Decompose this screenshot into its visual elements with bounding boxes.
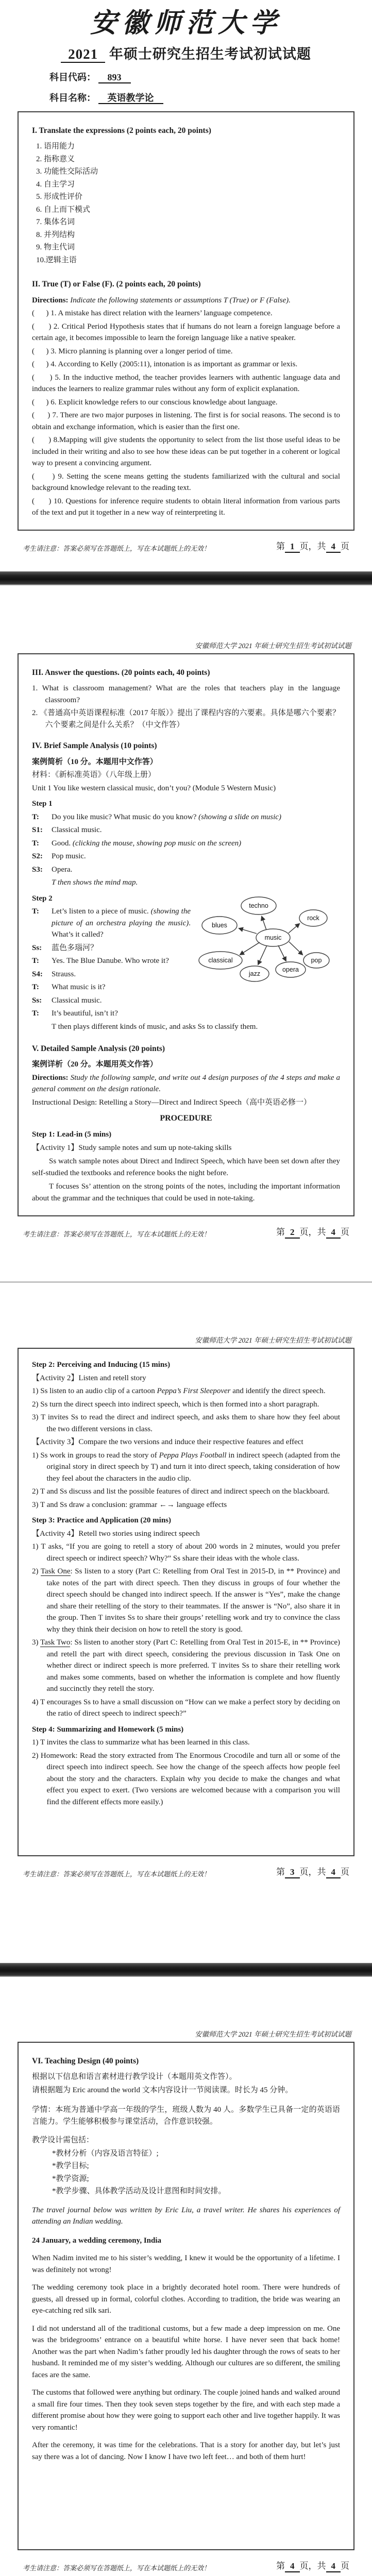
page-number: 第 4 页，共 4 页: [276, 2558, 349, 2572]
footer-notice: 考生请注意：答案必须写在答题纸上，写在本试题纸上的无效！: [23, 1231, 211, 1239]
answer-blank: ( ): [32, 322, 54, 331]
directions-text: Indicate the following statements or assumptions T (True) or F (False).: [70, 296, 291, 304]
dialogue-line: S1: Classical music.: [32, 826, 102, 834]
page-number: 第 3 页，共 4 页: [276, 1865, 349, 1878]
activity-4-item: 1) T asks, “If you are going to retell a story of about 200 words in 2 minutes, would you prefer direct speech or indirect speech? Why?” Ss share their ideas with the whole class.: [32, 1543, 340, 1563]
subject-code-line: [49, 70, 372, 83]
section-4-title: IV. Brief Sample Analysis (10 points): [32, 741, 157, 751]
step-2-label: Step 2: [32, 894, 53, 903]
answer-blank: ( ): [32, 309, 51, 318]
journal-paragraph: I did not understand all of the traditional customs, but a few made a deep impression on me. One was the bridegrooms’ entrance on a beautiful white horse. I have never seen that back home! Another was the part when Nadim’s father proudly led his daughter through the rows of seats to her husband. It reminded me of my sister’s wedding. Although our cultures are so different, the smiling faces are the same.: [32, 2324, 340, 2379]
activity-2-item: 2) Ss turn the direct speech into indirect speech, which is then formed into a short paragraph.: [32, 1400, 319, 1409]
design-requirement-item: *教学资源;: [52, 2174, 89, 2183]
section-6-intro: 根据以下信息和语言素材进行教学设计（本题用英文作答）。: [32, 2073, 237, 2081]
answer-blank: ( ): [32, 360, 51, 369]
tf-item: ( ) 6. Explicit knowledge refers to our conscious knowledge about language.: [32, 398, 278, 406]
footer-notice: 考生请注意：答案必须写在答题纸上，写在本试题纸上的无效！: [23, 1871, 211, 1878]
subject-name-label: 科目名称：: [49, 93, 96, 104]
mindmap-label: techno: [249, 902, 268, 909]
translate-item: 8. 并列结构: [36, 230, 75, 239]
answer-blank: ( ): [32, 436, 54, 445]
activity-4-item: 3) Task Two: Ss listen to another story (Part C: Retelling from Oral Test in 2015-E, in ** Province) and retell the part with direct speech, considering the previous discussion in Task One on whether direct or indirect speech is more preferred. T invites Ss to share their retelling work and makes some comments, based on whether the information is complete and how fluently and succinctly they retell the story.: [32, 1638, 341, 1693]
tf-item: ( ) 4. According to Kelly (2005:11), intonation is as important as grammar or lexis.: [32, 360, 298, 369]
mindmap-center-label: music: [264, 934, 282, 941]
dialogue-line: T: It’s beautiful, isn’t it?: [32, 1009, 118, 1018]
student-profile: 学情：本班为普通中学高一年级的学生，班级人数为 40 人。多数学生已具备一定的英语语言能力。学生能够积极参与课堂活动，合作意识较强。: [32, 2106, 340, 2126]
tf-item: ( ) 5. In the inductive method, the teacher provides learners with authentic language data and induces the learners to realize grammar rules without any form of explicit explanation.: [32, 373, 340, 394]
procedure-heading: PROCEDURE: [160, 1114, 212, 1123]
activity-4-line: 【Activity 4】Retell two stories using indirect speech: [32, 1529, 200, 1538]
dialogue-line: T: Yes. The Blue Danube. Who wrote it?: [32, 957, 169, 965]
section-4-material: 材料：《新标准英语》（八年级上册）: [32, 771, 156, 779]
section-1-title: I. Translate the expressions (2 points each, 20 points): [32, 126, 211, 135]
tf-item: ( ) 10. Questions for inference require students to obtain literal information from various parts of the text and put it together in a new way of reinterpreting it.: [32, 497, 340, 517]
section-4-closing: T then plays different kinds of music, and asks Ss to classify them.: [52, 1022, 258, 1031]
subject-code-value: 893: [98, 72, 131, 83]
translate-item: 5. 形成性评价: [36, 193, 83, 201]
section-5-title: V. Detailed Sample Analysis (20 points): [32, 1044, 165, 1053]
directions-label: Directions:: [32, 1073, 71, 1082]
question-box-page-2: [18, 653, 354, 1216]
journal-paragraph: The wedding ceremony took place in a brightly decorated hotel room. There were hundreds of guests, all dressed up in formal, colorful clothes. According to tradition, the bride was wearing an eye-catching red silk sari.: [32, 2283, 340, 2315]
mindmap-note: T then shows the mind map.: [52, 878, 138, 887]
exam-page-4: [0, 2028, 372, 2576]
instructional-design-line: Instructional Design: Retelling a Story—Direct and Indirect Speech（高中英语必修一）: [32, 1098, 311, 1107]
section-6-title: VI. Teaching Design (40 points): [32, 2057, 139, 2065]
activity-2-item: 1) Ss listen to an audio clip of a cartoon Peppa’s First Sleepover and identify the direct speech.: [32, 1387, 326, 1395]
section-5-subtitle-cn: 案例详析（20 分。本题用英文作答）: [32, 1060, 158, 1069]
school-calligraphy-title: 安徽师范大学: [90, 7, 282, 39]
tf-item: ( ) 2. Critical Period Hypothesis states that if humans do not learn a foreign language before a certain age, it becomes impossible to learn the foreign language like a native speaker.: [32, 322, 340, 343]
answer-blank: ( ): [32, 347, 51, 355]
mindmap-label: pop: [311, 956, 322, 964]
dialogue-line: T: Let’s listen to a piece of music. (showing the picture of an orchestra playing the music). What’s it called?: [32, 907, 191, 939]
tf-item: ( ) 9. Setting the scene means getting the students familiarized with the cultural and social background knowledge relevant to the reading text.: [32, 472, 340, 493]
section-2-title: II. True (T) or False (F). (2 points each, 20 points): [32, 280, 201, 289]
question-box-page-3: [18, 1348, 354, 1856]
activity-4-item: 4) T encourages Ss to have a small discussion on “How can we make a perfect story by deciding on the ratio of direct speech to indirect speech?”: [32, 1698, 340, 1718]
activity-2-item: 3) T invites Ss to read the direct and indirect speech, and asks them to share how they feel about the two different versions in class.: [32, 1413, 340, 1433]
section-2-directions: [32, 295, 340, 307]
mindmap-label: classical: [208, 956, 233, 964]
activity-1-para: T focuses Ss’ attention on the strong points of the notes, including the important information about the grammar and the techniques that could be used in note-taking.: [32, 1182, 340, 1202]
section-5-directions: [32, 1072, 340, 1095]
dialogue-line: T: Good. (clicking the mouse, showing pop music on the screen): [32, 839, 242, 848]
activity-3-item: 3) T and Ss draw a conclusion: grammar ←→ language effects: [32, 1500, 227, 1509]
mindmap-label: jazz: [248, 970, 261, 977]
page-separator: [0, 1281, 372, 1283]
activity-2-line: 【Activity 2】Listen and retell story: [32, 1374, 146, 1382]
section-4-unit: Unit 1 You like western classical music, don’t you? (Module 5 Western Music): [32, 784, 276, 792]
step-3-heading: Step 3: Practice and Application (20 mins): [32, 1516, 171, 1524]
page-number: 第 2 页，共 4 页: [276, 1225, 349, 1239]
activity-3-item: 1) Ss work in groups to read the story of Peppa Plays Football in indirect speech (adapted from the original story in direct speech by T) and turn it into direct speech, taking consideration of how they feel about the characters in the audio clip.: [32, 1451, 340, 1483]
translate-item: 10.逻辑主语: [36, 256, 77, 264]
footer-notice: 考生请注意：答案必须写在答题纸上，写在本试题纸上的无效！: [23, 2565, 211, 2572]
subject-name-value: 英语教学论: [98, 93, 163, 104]
step-1-label: Step 1: [32, 800, 53, 808]
dialogue-line: S2: Pop music.: [32, 852, 86, 860]
tf-item: ( ) 8.Mapping will give students the opportunity to select from the list those useful ideas to be included in their writing and also to see how these ideas can be put together in a coherent or logical way to present a convincing argument.: [32, 436, 340, 468]
step-1-lead-in: Step 1: Lead-in (5 mins): [32, 1130, 112, 1139]
activity-1-para: Ss watch sample notes about Direct and Indirect Speech, which have been set down after they self-studied the textbooks and reference books the night before.: [32, 1157, 340, 1177]
tf-item: ( ) 3. Micro planning is planning over a longer period of time.: [32, 347, 233, 355]
footer-notice: 考生请注意：答案必须写在答题纸上，写在本试题纸上的无效！: [23, 545, 211, 553]
translate-item: 1. 语用能力: [36, 142, 75, 151]
tf-item: ( ) 1. A mistake has direct relation with the learners’ language competence.: [32, 309, 273, 318]
page-separator: [0, 1963, 372, 1977]
dialogue-line: S3: Opera.: [32, 865, 73, 874]
exam-title-text: 年硕士研究生招生考试初试试题: [109, 46, 311, 62]
exam-page-3: [0, 1334, 372, 1963]
answer-blank: ( ): [32, 411, 53, 420]
exam-title: [0, 43, 372, 63]
answer-blank: ( ): [32, 373, 55, 382]
translate-item: 7. 集体名词: [36, 218, 75, 227]
activity-3-line: 【Activity 3】Compare the two versions and induce their respective features and effect: [32, 1438, 303, 1446]
dialogue-line: T: Do you like music? What music do you know? (showing a slide on music): [32, 812, 281, 821]
section-6-task: 请根据题为 Eric around the world 文本内容设计一节阅读课。时长为 45 分钟。: [32, 2086, 293, 2094]
journal-paragraph: When Nadim invited me to his sister’s wedding, I knew it would be the opportunity of a lifetime. I was definitely not wrong!: [32, 2254, 340, 2274]
translate-item: 4. 自主学习: [36, 180, 75, 189]
page-footer: [23, 539, 349, 553]
mindmap-label: opera: [282, 965, 299, 973]
journal-title: 24 January, a wedding ceremony, India: [32, 2236, 162, 2245]
task-one-label: Task One: [40, 1567, 71, 1575]
dialogue-line: Ss: Classical music.: [32, 996, 102, 1005]
page-number: 第 1 页，共 4 页: [276, 539, 349, 553]
mindmap-label: blues: [212, 921, 227, 929]
page-separator: [0, 571, 372, 585]
step-4-item: 1) T invites the class to summarize what has been learned in this class.: [32, 1738, 250, 1747]
section-4-subtitle-cn: 案例简析（10 分。本题用中文作答）: [32, 757, 158, 766]
task-two-label: Task Two: [40, 1638, 71, 1647]
exam-page-2: [0, 640, 372, 1281]
question-item: 2. 《普通高中英语课程标准（2017 年版）》提出了课程内容的六要素。具体是哪六个要素？六个要素之间是什么关系？（中文作答）: [32, 709, 340, 729]
question-item: 1. What is classroom management? What are the roles that teachers play in the language classroom?: [32, 684, 340, 704]
activity-4-item: 2) Task One: Ss listen to a story (Part C: Retelling from Oral Test in 2015-D, in ** Province) and take notes of the part with direct speech. Then they discuss in groups of four whether the direct speech should be changed into indirect speech. If the answer is “Yes”, make the change and share their retelling of the story to their teammates. If the answer is “No”, also share it in the group. Then T invites Ss to share their groups’ retelling work and try to convince the class why they think their decision on how to retell the story is good.: [32, 1567, 340, 1634]
running-header: 安徽师范大学 2021 年硕士研究生招生考试初试试题: [195, 2030, 351, 2038]
design-requirements-label: 教学设计需包括：: [32, 2136, 94, 2145]
page-footer: [23, 1225, 349, 1239]
page-footer: [23, 2558, 349, 2572]
page-footer: [23, 1865, 349, 1878]
answer-blank: ( ): [32, 398, 51, 406]
mindmap-label: rock: [307, 914, 319, 922]
dialogue-line: T: What music is it?: [32, 983, 106, 991]
step-4-item: 2) Homework: Read the story extracted from The Enormous Crocodile and turn all or some of the direct speech into indirect speech. See how the change of the speech affects how people feel about the story and the characters. Explain why you decide to make the changes and what effect you expect to exert. (Two versions are welcomed because with a comparison you will find the different effects more easily.): [32, 1751, 340, 1806]
subject-code-label: 科目代码：: [49, 72, 96, 83]
music-mind-map: [196, 892, 340, 990]
step-2-heading: Step 2: Perceiving and Inducing (15 mins): [32, 1361, 171, 1369]
translate-item: 2. 指称意义: [36, 155, 75, 163]
tf-item: ( ) 7. There are two major purposes in listening. The first is for social reasons. The second is to obtain and exchange information, which is easier than the first one.: [32, 411, 340, 431]
translate-item: 9. 物主代词: [36, 243, 75, 252]
question-box-page-4: [18, 2042, 354, 2550]
design-requirement-item: *教材分析（内容及语言特征）;: [52, 2149, 159, 2158]
design-requirement-item: *教学步骤、具体教学活动及设计意图和时间安排。: [52, 2187, 226, 2196]
translate-item: 6. 自上而下模式: [36, 205, 91, 214]
dialogue-line: S4: Strauss.: [32, 970, 76, 978]
running-header: 安徽师范大学 2021 年硕士研究生招生考试初试试题: [195, 1336, 351, 1344]
directions-label: Directions:: [32, 296, 71, 304]
subject-name-line: [49, 91, 372, 104]
activity-1-line: 【Activity 1】Study sample notes and sum up note-taking skills: [32, 1143, 232, 1152]
directions-text: Study the following sample, and write out 4 design purposes of the 4 steps and make a general comment on the design rationale.: [32, 1073, 340, 1094]
translate-item: 3. 功能性交际活动: [36, 167, 98, 176]
journal-paragraph: The customs that followed were anything but ordinary. The couple joined hands and walked around a small fire four times. Then they took seven steps together by the fire, and with each step made a different promise about how they were going to support each other and live together happily. It was very romantic!: [32, 2388, 340, 2432]
running-header: 安徽师范大学 2021 年硕士研究生招生考试初试试题: [195, 642, 351, 650]
question-box-page-1: [18, 111, 354, 531]
answer-blank: ( ): [32, 497, 54, 505]
exam-page-1: [0, 8, 372, 571]
journal-intro: The travel journal below was written by Eric Liu, a travel writer. He shares his experiences of attending an Indian wedding.: [32, 2206, 340, 2226]
answer-blank: ( ): [32, 472, 58, 481]
activity-3-item: 2) T and Ss discuss and list the possible features of direct and indirect speech on the blackboard.: [32, 1487, 330, 1496]
dialogue-line: Ss: 蓝色多瑙河？: [32, 943, 98, 952]
section-3-title: III. Answer the questions. (20 points each, 40 points): [32, 668, 210, 677]
exam-year: 2021: [61, 46, 105, 63]
journal-paragraph: After the ceremony, it was time for the celebrations. That is a story for another day, but let’s just say there was a lot of dancing. Now I know I have two left feet… and both of them hurt!: [32, 2441, 340, 2461]
step-4-heading: Step 4: Summarizing and Homework (5 mins): [32, 1725, 184, 1734]
design-requirement-item: *教学目标;: [52, 2162, 89, 2171]
